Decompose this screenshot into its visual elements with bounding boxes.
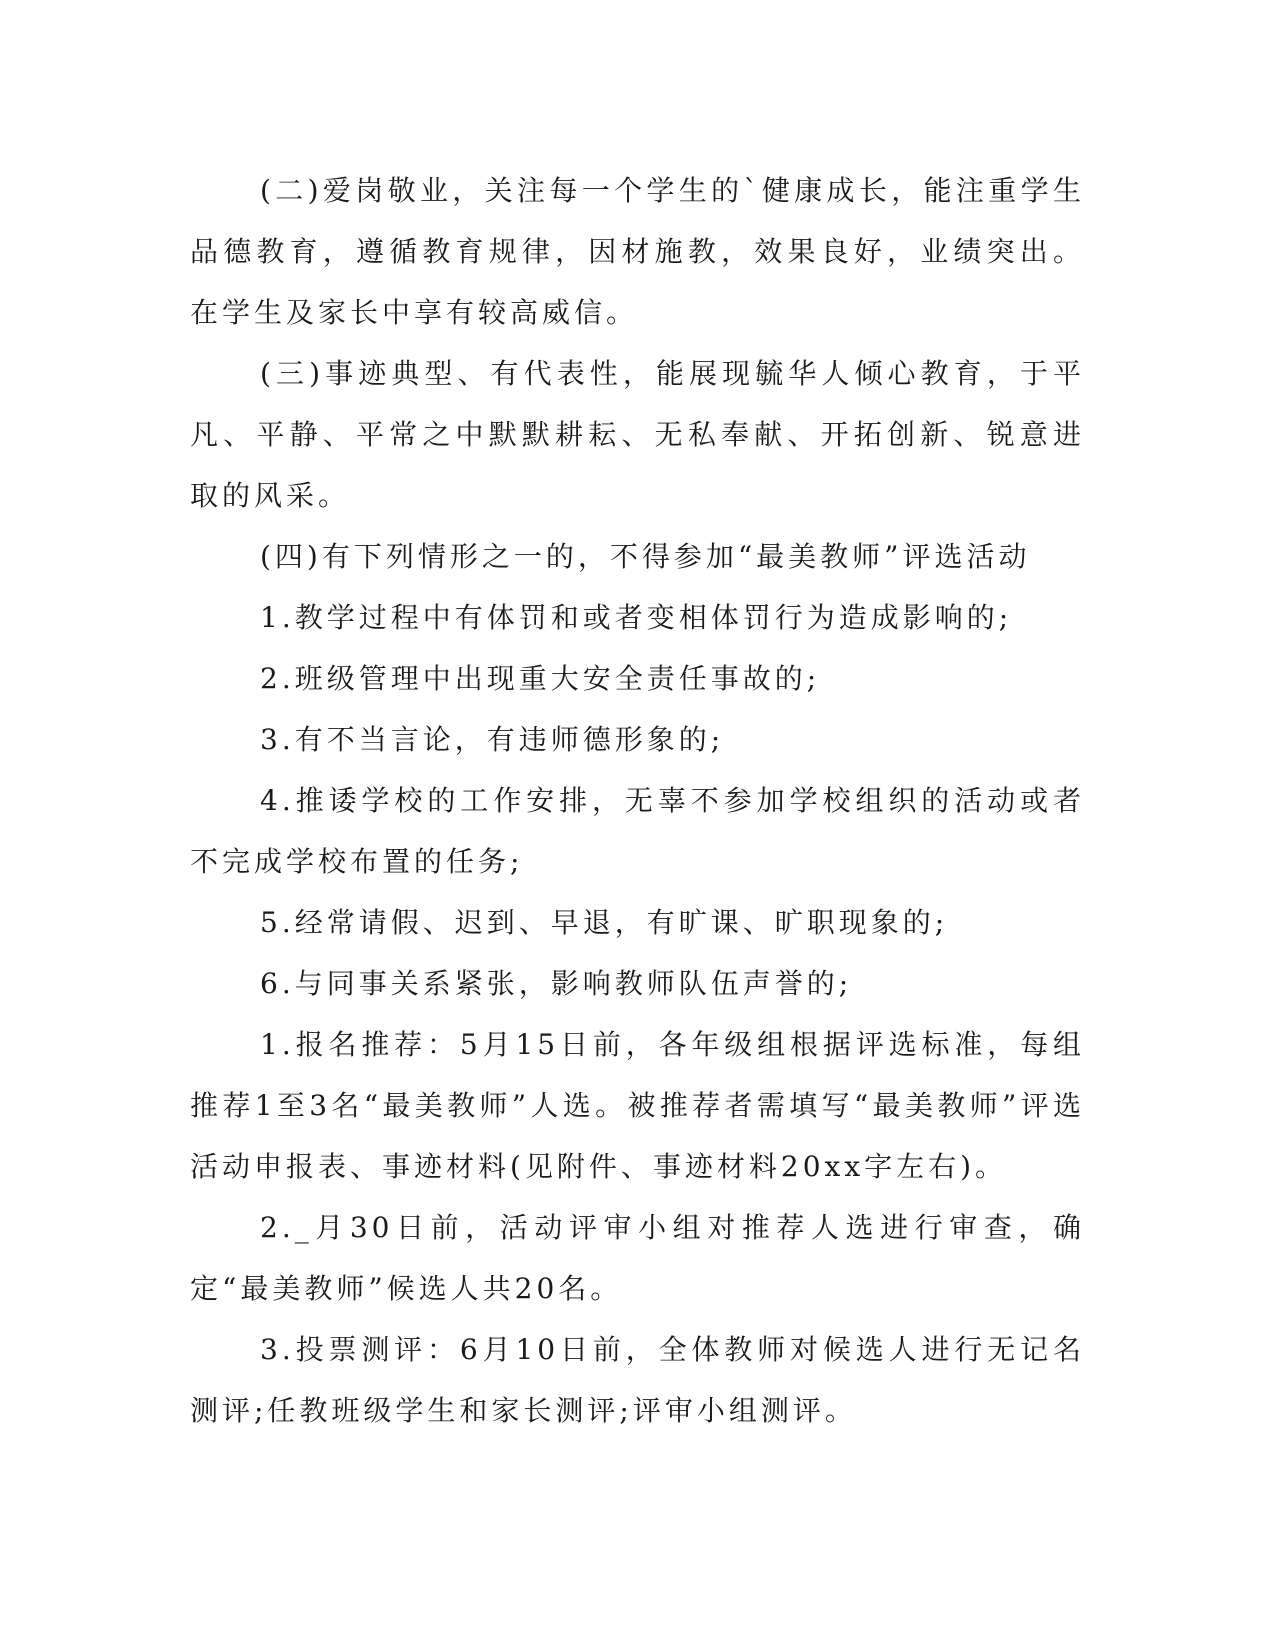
paragraph-procedure-2: 2._月30日前，活动评审小组对推荐人选进行审查，确定“最美教师”候选人共20名。 — [190, 1211, 1085, 1305]
paragraph-procedure-1: 1.报名推荐：5月15日前，各年级组根据评选标准，每组推荐1至3名“最美教师”人选。被推荐者需填写“最美教师”评选活动申报表、事迹材料(见附件、事迹材料20xx字左右)。 — [190, 1028, 1085, 1183]
paragraph-exclusion-6: 6.与同事关系紧张，影响教师队伍声誉的; — [260, 967, 853, 1000]
paragraph-exclusion-1: 1.教学过程中有体罚和或者变相体罚行为造成影响的; — [260, 601, 1013, 634]
paragraph-criteria-3: (三)事迹典型、有代表性，能展现毓华人倾心教育，于平凡、平静、平常之中默默耕耘、无私奉献、开拓创新、锐意进取的风采。 — [190, 357, 1085, 512]
paragraph-procedure-3: 3.投票测评：6月10日前，全体教师对候选人进行无记名测评;任教班级学生和家长测评;评审小组测评。 — [190, 1333, 1085, 1427]
paragraph-exclusion-4: 4.推诿学校的工作安排，无辜不参加学校组织的活动或者不完成学校布置的任务; — [190, 784, 1085, 878]
paragraph-criteria-2: (二)爱岗敬业，关注每一个学生的`健康成长，能注重学生品德教育，遵循教育规律，因材施教，效果良好，业绩突出。在学生及家长中享有较高威信。 — [190, 174, 1085, 329]
paragraph-exclusion-5: 5.经常请假、迟到、早退，有旷课、旷职现象的; — [260, 906, 949, 939]
paragraph-exclusion-2: 2.班级管理中出现重大安全责任事故的; — [260, 662, 821, 695]
document-body — [190, 160, 1085, 1441]
paragraph-criteria-4: (四)有下列情形之一的，不得参加“最美教师”评选活动 — [260, 540, 1031, 573]
paragraph-exclusion-3: 3.有不当言论，有违师德形象的; — [260, 723, 725, 756]
